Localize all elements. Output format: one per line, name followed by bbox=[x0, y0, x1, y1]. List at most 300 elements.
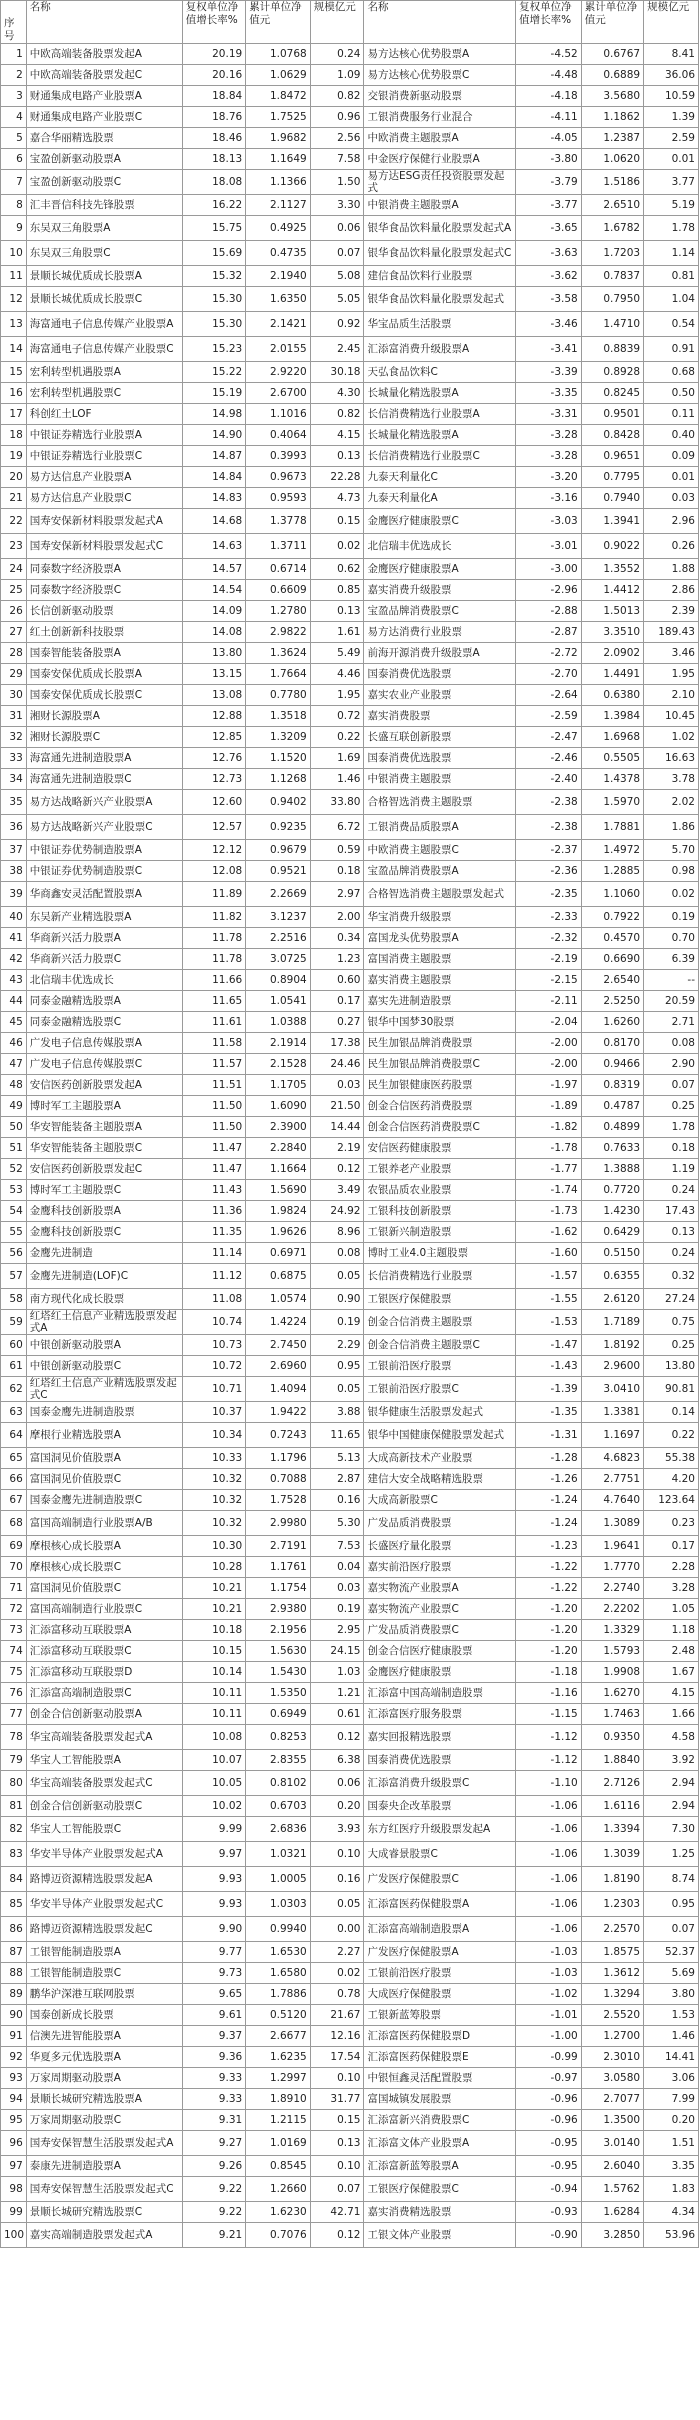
fund-name-2: 长城量化精选股票A bbox=[364, 425, 516, 446]
fund-name-2: 金鹰医疗健康股票C bbox=[364, 509, 516, 534]
cumulative-nav-2: 2.2740 bbox=[581, 1578, 643, 1599]
scale-2: 0.09 bbox=[644, 446, 699, 467]
growth-rate-2: -2.38 bbox=[516, 790, 582, 815]
cumulative-nav-2: 3.5680 bbox=[581, 86, 643, 107]
table-row bbox=[1, 2156, 699, 2177]
growth-rate-2: -0.96 bbox=[516, 2089, 582, 2110]
fund-name-2: 嘉实消费主题股票 bbox=[364, 970, 516, 991]
fund-name-2: 嘉实消费精选股票 bbox=[364, 2202, 516, 2223]
row-seq: 19 bbox=[1, 446, 27, 467]
growth-rate-1: 11.82 bbox=[182, 907, 245, 928]
scale-1: 3.30 bbox=[310, 195, 364, 216]
growth-rate-2: -2.00 bbox=[516, 1054, 582, 1075]
scale-2: 2.59 bbox=[644, 128, 699, 149]
fund-name-2: 工银文体产业股票 bbox=[364, 2223, 516, 2248]
cumulative-nav-1: 1.5430 bbox=[246, 1662, 311, 1683]
scale-1: 0.20 bbox=[310, 1796, 364, 1817]
table-row bbox=[1, 1842, 699, 1867]
growth-rate-1: 11.47 bbox=[182, 1159, 245, 1180]
cumulative-nav-2: 2.0902 bbox=[581, 643, 643, 664]
scale-2: 0.24 bbox=[644, 1180, 699, 1201]
column-header-nav-2: 累计单位净值元 bbox=[581, 1, 643, 44]
fund-name-1: 科创红土LOF bbox=[26, 404, 182, 425]
growth-rate-2: -2.19 bbox=[516, 949, 582, 970]
growth-rate-1: 10.32 bbox=[182, 1469, 245, 1490]
row-seq: 61 bbox=[1, 1356, 27, 1377]
row-seq: 76 bbox=[1, 1683, 27, 1704]
table-row bbox=[1, 534, 699, 559]
growth-rate-2: -2.87 bbox=[516, 622, 582, 643]
growth-rate-2: -3.77 bbox=[516, 195, 582, 216]
fund-name-1: 摩根核心成长股票C bbox=[26, 1557, 182, 1578]
growth-rate-1: 14.87 bbox=[182, 446, 245, 467]
growth-rate-1: 12.73 bbox=[182, 769, 245, 790]
row-seq: 57 bbox=[1, 1264, 27, 1289]
table-row bbox=[1, 1075, 699, 1096]
fund-name-2: 银华食品饮料量化股票发起式A bbox=[364, 216, 516, 241]
fund-name-2: 汇添富医药保健股票A bbox=[364, 1892, 516, 1917]
cumulative-nav-1: 2.1956 bbox=[246, 1620, 311, 1641]
table-row bbox=[1, 2131, 699, 2156]
scale-1: 17.54 bbox=[310, 2047, 364, 2068]
scale-1: 7.53 bbox=[310, 1536, 364, 1557]
table-row bbox=[1, 1817, 699, 1842]
scale-2: 3.80 bbox=[644, 1984, 699, 2005]
growth-rate-1: 11.65 bbox=[182, 991, 245, 1012]
growth-rate-1: 14.84 bbox=[182, 467, 245, 488]
row-seq: 90 bbox=[1, 2005, 27, 2026]
growth-rate-2: -2.70 bbox=[516, 664, 582, 685]
scale-1: 0.27 bbox=[310, 1012, 364, 1033]
growth-rate-1: 11.12 bbox=[182, 1264, 245, 1289]
scale-1: 1.23 bbox=[310, 949, 364, 970]
row-seq: 29 bbox=[1, 664, 27, 685]
growth-rate-2: -1.82 bbox=[516, 1117, 582, 1138]
table-row bbox=[1, 1620, 699, 1641]
fund-name-1: 长信创新驱动股票 bbox=[26, 601, 182, 622]
cumulative-nav-1: 1.6230 bbox=[246, 2202, 311, 2223]
fund-name-1: 国寿安保智慧生活股票发起式C bbox=[26, 2177, 182, 2202]
cumulative-nav-2: 1.1862 bbox=[581, 107, 643, 128]
cumulative-nav-2: 1.3089 bbox=[581, 1511, 643, 1536]
growth-rate-2: -0.95 bbox=[516, 2131, 582, 2156]
cumulative-nav-2: 0.7795 bbox=[581, 467, 643, 488]
cumulative-nav-1: 1.0005 bbox=[246, 1867, 311, 1892]
cumulative-nav-1: 1.3624 bbox=[246, 643, 311, 664]
cumulative-nav-2: 0.4899 bbox=[581, 1117, 643, 1138]
fund-name-2: 易方达消费行业股票 bbox=[364, 622, 516, 643]
row-seq: 97 bbox=[1, 2156, 27, 2177]
scale-1: 7.58 bbox=[310, 149, 364, 170]
fund-name-1: 国泰智能装备股票A bbox=[26, 643, 182, 664]
table-row bbox=[1, 1356, 699, 1377]
growth-rate-1: 9.65 bbox=[182, 1984, 245, 2005]
cumulative-nav-2: 1.8575 bbox=[581, 1942, 643, 1963]
growth-rate-1: 10.21 bbox=[182, 1578, 245, 1599]
growth-rate-2: -3.20 bbox=[516, 467, 582, 488]
fund-name-1: 宏利转型机遇股票C bbox=[26, 383, 182, 404]
scale-1: 0.90 bbox=[310, 1289, 364, 1310]
table-row bbox=[1, 882, 699, 907]
growth-rate-1: 9.31 bbox=[182, 2110, 245, 2131]
cumulative-nav-2: 0.4787 bbox=[581, 1096, 643, 1117]
scale-2: 0.75 bbox=[644, 1310, 699, 1335]
scale-2: 17.43 bbox=[644, 1201, 699, 1222]
scale-1: 0.13 bbox=[310, 446, 364, 467]
fund-name-2: 嘉实前沿医疗股票 bbox=[364, 1557, 516, 1578]
scale-2: 1.67 bbox=[644, 1662, 699, 1683]
row-seq: 43 bbox=[1, 970, 27, 991]
table-row bbox=[1, 907, 699, 928]
cumulative-nav-2: 0.4570 bbox=[581, 928, 643, 949]
fund-name-2: 民生加银品牌消费股票 bbox=[364, 1033, 516, 1054]
fund-name-1: 信澳先进智能股票A bbox=[26, 2026, 182, 2047]
scale-2: 2.94 bbox=[644, 1771, 699, 1796]
cumulative-nav-1: 2.7191 bbox=[246, 1536, 311, 1557]
cumulative-nav-2: 1.3612 bbox=[581, 1963, 643, 1984]
growth-rate-1: 18.76 bbox=[182, 107, 245, 128]
growth-rate-1: 9.33 bbox=[182, 2089, 245, 2110]
cumulative-nav-1: 0.8253 bbox=[246, 1725, 311, 1750]
growth-rate-1: 15.22 bbox=[182, 362, 245, 383]
row-seq: 74 bbox=[1, 1641, 27, 1662]
growth-rate-1: 9.27 bbox=[182, 2131, 245, 2156]
growth-rate-1: 11.57 bbox=[182, 1054, 245, 1075]
scale-1: 0.05 bbox=[310, 1264, 364, 1289]
scale-1: 0.06 bbox=[310, 216, 364, 241]
growth-rate-2: -1.20 bbox=[516, 1599, 582, 1620]
fund-name-1: 湘财长源股票C bbox=[26, 727, 182, 748]
scale-2: 0.14 bbox=[644, 1402, 699, 1423]
fund-name-1: 国寿安保智慧生活股票发起式A bbox=[26, 2131, 182, 2156]
cumulative-nav-1: 2.2840 bbox=[246, 1138, 311, 1159]
row-seq: 96 bbox=[1, 2131, 27, 2156]
table-row bbox=[1, 970, 699, 991]
scale-2: 0.24 bbox=[644, 1243, 699, 1264]
growth-rate-1: 13.15 bbox=[182, 664, 245, 685]
growth-rate-1: 15.32 bbox=[182, 266, 245, 287]
fund-name-1: 安信医药创新股票发起A bbox=[26, 1075, 182, 1096]
cumulative-nav-2: 1.6270 bbox=[581, 1683, 643, 1704]
cumulative-nav-1: 2.9380 bbox=[246, 1599, 311, 1620]
scale-2: 1.53 bbox=[644, 2005, 699, 2026]
table-row bbox=[1, 559, 699, 580]
fund-name-2: 宝盈品牌消费股票A bbox=[364, 861, 516, 882]
fund-name-2: 嘉实消费升级股票 bbox=[364, 580, 516, 601]
growth-rate-2: -3.58 bbox=[516, 287, 582, 312]
table-row bbox=[1, 170, 699, 195]
growth-rate-2: -1.57 bbox=[516, 1264, 582, 1289]
row-seq: 11 bbox=[1, 266, 27, 287]
fund-name-1: 博时军工主题股票A bbox=[26, 1096, 182, 1117]
fund-name-1: 国泰安保优质成长股票A bbox=[26, 664, 182, 685]
cumulative-nav-2: 1.3039 bbox=[581, 1842, 643, 1867]
growth-rate-2: -1.77 bbox=[516, 1159, 582, 1180]
fund-name-2: 银华食品饮料量化股票发起式 bbox=[364, 287, 516, 312]
growth-rate-1: 10.71 bbox=[182, 1377, 245, 1402]
cumulative-nav-2: 2.2570 bbox=[581, 1917, 643, 1942]
growth-rate-1: 9.99 bbox=[182, 1817, 245, 1842]
scale-2: 3.92 bbox=[644, 1750, 699, 1771]
cumulative-nav-2: 3.0580 bbox=[581, 2068, 643, 2089]
row-seq: 23 bbox=[1, 534, 27, 559]
fund-name-2: 工银消费品质股票A bbox=[364, 815, 516, 840]
growth-rate-1: 18.08 bbox=[182, 170, 245, 195]
table-row bbox=[1, 815, 699, 840]
scale-2: 0.17 bbox=[644, 1536, 699, 1557]
fund-name-2: 大成睿景股票C bbox=[364, 1842, 516, 1867]
scale-2: 0.81 bbox=[644, 266, 699, 287]
scale-1: 2.45 bbox=[310, 337, 364, 362]
growth-rate-2: -3.35 bbox=[516, 383, 582, 404]
cumulative-nav-2: 0.8170 bbox=[581, 1033, 643, 1054]
growth-rate-1: 10.15 bbox=[182, 1641, 245, 1662]
growth-rate-1: 11.66 bbox=[182, 970, 245, 991]
scale-2: 13.80 bbox=[644, 1356, 699, 1377]
row-seq: 16 bbox=[1, 383, 27, 404]
fund-name-2: 建信大安全战略精选股票 bbox=[364, 1469, 516, 1490]
cumulative-nav-1: 2.0155 bbox=[246, 337, 311, 362]
table-row bbox=[1, 790, 699, 815]
growth-rate-1: 18.13 bbox=[182, 149, 245, 170]
growth-rate-2: -2.35 bbox=[516, 882, 582, 907]
fund-name-1: 金鹰科技创新股票C bbox=[26, 1222, 182, 1243]
row-seq: 28 bbox=[1, 643, 27, 664]
scale-2: 1.02 bbox=[644, 727, 699, 748]
scale-2: 2.28 bbox=[644, 1557, 699, 1578]
scale-2: 1.04 bbox=[644, 287, 699, 312]
row-seq: 85 bbox=[1, 1892, 27, 1917]
growth-rate-1: 9.61 bbox=[182, 2005, 245, 2026]
scale-2: 20.59 bbox=[644, 991, 699, 1012]
scale-2: 3.77 bbox=[644, 170, 699, 195]
fund-name-1: 嘉实高端制造股票发起式A bbox=[26, 2223, 182, 2248]
growth-rate-1: 9.21 bbox=[182, 2223, 245, 2248]
scale-2: 52.37 bbox=[644, 1942, 699, 1963]
fund-name-2: 汇添富医疗服务股票 bbox=[364, 1704, 516, 1725]
fund-name-1: 红土创新新科技股票 bbox=[26, 622, 182, 643]
fund-name-1: 富国高端制造行业股票A/B bbox=[26, 1511, 182, 1536]
cumulative-nav-2: 4.6823 bbox=[581, 1448, 643, 1469]
cumulative-nav-2: 0.8928 bbox=[581, 362, 643, 383]
growth-rate-1: 11.35 bbox=[182, 1222, 245, 1243]
growth-rate-1: 10.72 bbox=[182, 1356, 245, 1377]
growth-rate-2: -1.31 bbox=[516, 1423, 582, 1448]
table-row bbox=[1, 1641, 699, 1662]
cumulative-nav-1: 0.6949 bbox=[246, 1704, 311, 1725]
growth-rate-1: 9.93 bbox=[182, 1892, 245, 1917]
cumulative-nav-1: 2.9822 bbox=[246, 622, 311, 643]
cumulative-nav-1: 2.2516 bbox=[246, 928, 311, 949]
scale-2: 0.13 bbox=[644, 1222, 699, 1243]
scale-1: 2.00 bbox=[310, 907, 364, 928]
row-seq: 6 bbox=[1, 149, 27, 170]
table-row bbox=[1, 840, 699, 861]
growth-rate-1: 18.84 bbox=[182, 86, 245, 107]
scale-1: 3.49 bbox=[310, 1180, 364, 1201]
growth-rate-2: -2.88 bbox=[516, 601, 582, 622]
fund-name-2: 易方达ESG责任投资股票发起式 bbox=[364, 170, 516, 195]
scale-1: 1.09 bbox=[310, 65, 364, 86]
fund-name-2: 汇添富高端制造股票A bbox=[364, 1917, 516, 1942]
table-row bbox=[1, 266, 699, 287]
scale-2: 2.96 bbox=[644, 509, 699, 534]
fund-name-1: 汇添富高端制造股票C bbox=[26, 1683, 182, 1704]
fund-name-1: 路博迈资源精选股票发起C bbox=[26, 1917, 182, 1942]
scale-2: 0.07 bbox=[644, 1075, 699, 1096]
growth-rate-2: -1.24 bbox=[516, 1511, 582, 1536]
scale-2: 4.20 bbox=[644, 1469, 699, 1490]
cumulative-nav-1: 0.7076 bbox=[246, 2223, 311, 2248]
table-row bbox=[1, 149, 699, 170]
scale-1: 5.49 bbox=[310, 643, 364, 664]
scale-2: 189.43 bbox=[644, 622, 699, 643]
column-header-seq: 序号 bbox=[1, 1, 27, 44]
fund-name-2: 银华中国健康保健股票发起式 bbox=[364, 1423, 516, 1448]
scale-2: 0.02 bbox=[644, 882, 699, 907]
growth-rate-2: -1.06 bbox=[516, 1817, 582, 1842]
scale-2: 1.51 bbox=[644, 2131, 699, 2156]
scale-1: 0.59 bbox=[310, 840, 364, 861]
growth-rate-2: -1.47 bbox=[516, 1335, 582, 1356]
cumulative-nav-2: 0.6767 bbox=[581, 44, 643, 65]
row-seq: 95 bbox=[1, 2110, 27, 2131]
cumulative-nav-1: 2.8355 bbox=[246, 1750, 311, 1771]
fund-name-1: 华商鑫安灵活配置股票A bbox=[26, 882, 182, 907]
table-row bbox=[1, 1917, 699, 1942]
cumulative-nav-2: 2.2202 bbox=[581, 1599, 643, 1620]
growth-rate-2: -1.06 bbox=[516, 1842, 582, 1867]
scale-1: 2.27 bbox=[310, 1942, 364, 1963]
row-seq: 15 bbox=[1, 362, 27, 383]
cumulative-nav-2: 0.6380 bbox=[581, 685, 643, 706]
fund-name-1: 汇丰晋信科技先锋股票 bbox=[26, 195, 182, 216]
fund-name-1: 万家周期驱动股票C bbox=[26, 2110, 182, 2131]
row-seq: 38 bbox=[1, 861, 27, 882]
row-seq: 32 bbox=[1, 727, 27, 748]
cumulative-nav-2: 1.9908 bbox=[581, 1662, 643, 1683]
scale-1: 0.03 bbox=[310, 1075, 364, 1096]
growth-rate-1: 11.50 bbox=[182, 1096, 245, 1117]
table-row bbox=[1, 1599, 699, 1620]
row-seq: 36 bbox=[1, 815, 27, 840]
table-row bbox=[1, 1033, 699, 1054]
growth-rate-2: -3.01 bbox=[516, 534, 582, 559]
growth-rate-1: 12.12 bbox=[182, 840, 245, 861]
fund-name-1: 国泰金鹰先进制造股票C bbox=[26, 1490, 182, 1511]
growth-rate-2: -3.80 bbox=[516, 149, 582, 170]
scale-1: 0.72 bbox=[310, 706, 364, 727]
fund-name-2: 汇添富新兴消费股票C bbox=[364, 2110, 516, 2131]
cumulative-nav-2: 1.3329 bbox=[581, 1620, 643, 1641]
fund-name-2: 创金合信消费主题股票 bbox=[364, 1310, 516, 1335]
growth-rate-2: -1.06 bbox=[516, 1917, 582, 1942]
growth-rate-1: 14.54 bbox=[182, 580, 245, 601]
row-seq: 71 bbox=[1, 1578, 27, 1599]
growth-rate-1: 10.34 bbox=[182, 1423, 245, 1448]
growth-rate-1: 14.83 bbox=[182, 488, 245, 509]
fund-name-1: 景顺长城优质成长股票A bbox=[26, 266, 182, 287]
scale-1: 0.62 bbox=[310, 559, 364, 580]
fund-name-2: 中银恒鑫灵活配置股票 bbox=[364, 2068, 516, 2089]
fund-name-1: 海富通先进制造股票A bbox=[26, 748, 182, 769]
growth-rate-2: -1.23 bbox=[516, 1536, 582, 1557]
growth-rate-1: 16.22 bbox=[182, 195, 245, 216]
growth-rate-2: -2.00 bbox=[516, 1033, 582, 1054]
growth-rate-2: -1.60 bbox=[516, 1243, 582, 1264]
scale-2: 0.20 bbox=[644, 2110, 699, 2131]
row-seq: 50 bbox=[1, 1117, 27, 1138]
scale-2: 1.66 bbox=[644, 1704, 699, 1725]
fund-name-2: 创金合信消费主题股票C bbox=[364, 1335, 516, 1356]
table-row bbox=[1, 1012, 699, 1033]
growth-rate-1: 10.07 bbox=[182, 1750, 245, 1771]
cumulative-nav-1: 1.7664 bbox=[246, 664, 311, 685]
scale-2: 4.15 bbox=[644, 1683, 699, 1704]
table-row bbox=[1, 861, 699, 882]
growth-rate-1: 10.21 bbox=[182, 1599, 245, 1620]
scale-2: 0.08 bbox=[644, 1033, 699, 1054]
cumulative-nav-2: 1.5762 bbox=[581, 2177, 643, 2202]
fund-name-2: 嘉实消费股票 bbox=[364, 706, 516, 727]
cumulative-nav-2: 2.6120 bbox=[581, 1289, 643, 1310]
fund-name-1: 同泰数字经济股票A bbox=[26, 559, 182, 580]
row-seq: 24 bbox=[1, 559, 27, 580]
table-row bbox=[1, 685, 699, 706]
fund-name-2: 工银前沿医疗股票 bbox=[364, 1963, 516, 1984]
row-seq: 78 bbox=[1, 1725, 27, 1750]
growth-rate-1: 12.08 bbox=[182, 861, 245, 882]
growth-rate-2: -2.96 bbox=[516, 580, 582, 601]
fund-name-2: 前海开源消费升级股票A bbox=[364, 643, 516, 664]
fund-name-1: 海富通电子信息传媒产业股票A bbox=[26, 312, 182, 337]
growth-rate-2: -1.06 bbox=[516, 1867, 582, 1892]
scale-1: 0.05 bbox=[310, 1377, 364, 1402]
growth-rate-1: 9.73 bbox=[182, 1963, 245, 1984]
growth-rate-2: -4.05 bbox=[516, 128, 582, 149]
cumulative-nav-2: 1.2885 bbox=[581, 861, 643, 882]
growth-rate-1: 15.19 bbox=[182, 383, 245, 404]
fund-name-2: 国泰消费优选股票 bbox=[364, 748, 516, 769]
fund-name-2: 九泰天利量化A bbox=[364, 488, 516, 509]
fund-name-2: 银华中国梦30股票 bbox=[364, 1012, 516, 1033]
row-seq: 9 bbox=[1, 216, 27, 241]
scale-1: 22.28 bbox=[310, 467, 364, 488]
growth-rate-2: -1.28 bbox=[516, 1448, 582, 1469]
scale-2: -- bbox=[644, 970, 699, 991]
cumulative-nav-1: 0.6714 bbox=[246, 559, 311, 580]
fund-name-2: 嘉实回报精选股票 bbox=[364, 1725, 516, 1750]
growth-rate-2: -1.97 bbox=[516, 1075, 582, 1096]
growth-rate-1: 12.76 bbox=[182, 748, 245, 769]
scale-1: 6.38 bbox=[310, 1750, 364, 1771]
scale-2: 36.06 bbox=[644, 65, 699, 86]
cumulative-nav-2: 0.6355 bbox=[581, 1264, 643, 1289]
cumulative-nav-2: 0.7837 bbox=[581, 266, 643, 287]
growth-rate-1: 20.16 bbox=[182, 65, 245, 86]
cumulative-nav-1: 0.9235 bbox=[246, 815, 311, 840]
scale-1: 0.82 bbox=[310, 404, 364, 425]
row-seq: 13 bbox=[1, 312, 27, 337]
scale-2: 0.01 bbox=[644, 467, 699, 488]
scale-1: 42.71 bbox=[310, 2202, 364, 2223]
cumulative-nav-2: 0.7633 bbox=[581, 1138, 643, 1159]
cumulative-nav-2: 1.4230 bbox=[581, 1201, 643, 1222]
growth-rate-2: -2.59 bbox=[516, 706, 582, 727]
scale-1: 0.92 bbox=[310, 312, 364, 337]
scale-1: 0.16 bbox=[310, 1490, 364, 1511]
row-seq: 26 bbox=[1, 601, 27, 622]
